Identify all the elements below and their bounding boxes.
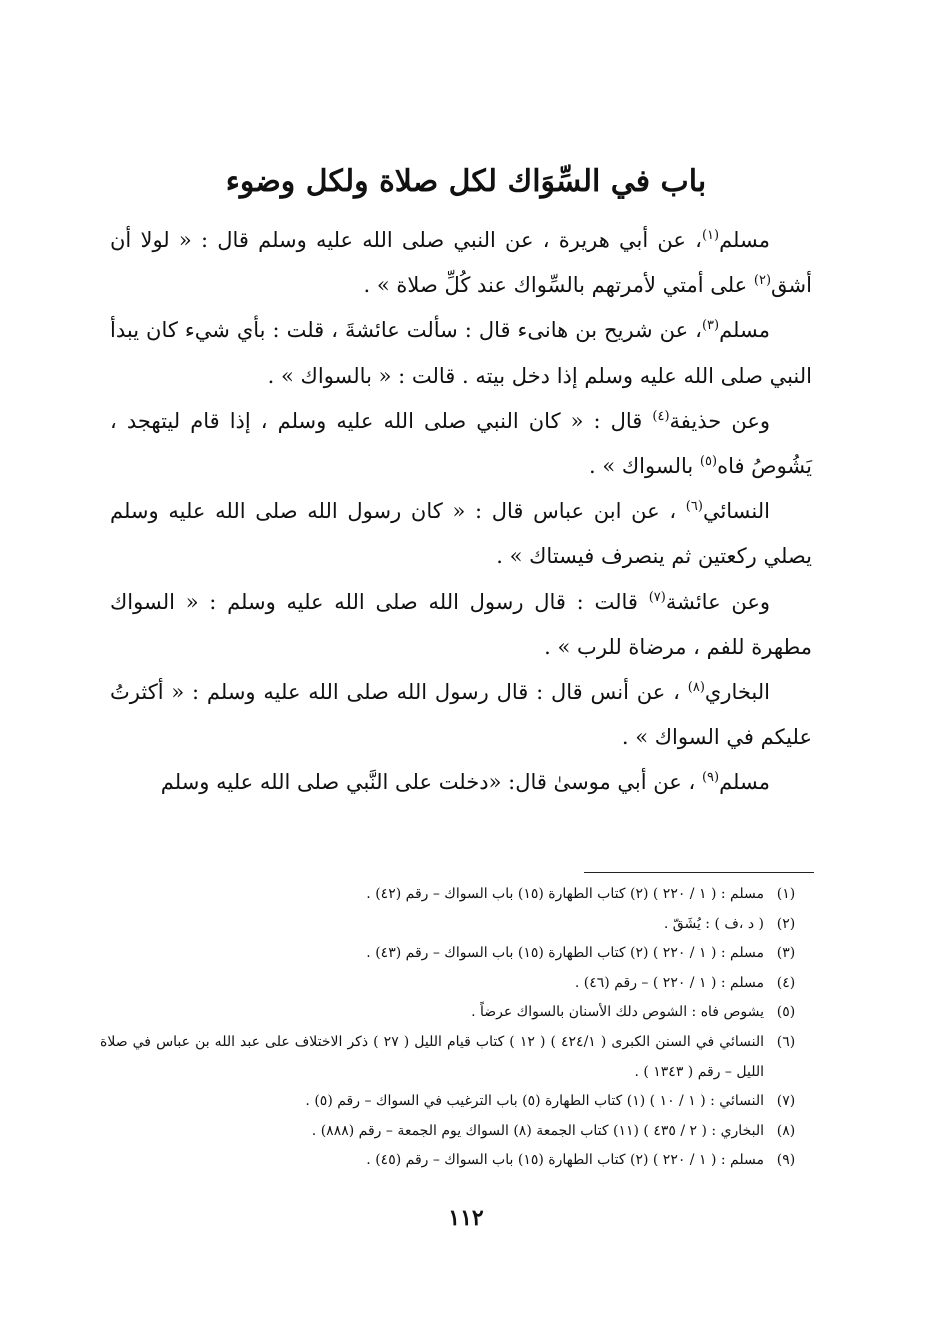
paragraph-text: مسلم [719,770,770,795]
footnote-number: (٤) [776,974,796,991]
hadith-paragraph [110,489,812,579]
hadith-paragraph [110,760,812,805]
footnote-number: (٦) [776,1033,796,1050]
footnote-marker: (٨) [687,680,705,696]
footnote-text: ( د ،ف ) : يُشَقّ . [663,915,764,932]
paragraph-text: ، عن أبي موسىٰ قال: «دخلت على النَّبي صلى الله عليه وسلم [160,770,702,795]
footnote-marker: (١) [701,228,720,243]
footnote-text: النسائي : ( ١ / ١٠ ) (١) كتاب الطهارة (٥) باب الترغيب في السواك – رقم (٥) . [305,1093,764,1110]
hadith-paragraph [110,399,812,489]
footnote-item [100,880,808,910]
paragraph-text: قالت : قال رسول الله صلى الله عليه وسلم : « السواك مطهرة للفم ، مرضاة للرب » . [110,589,812,659]
footnote-number: (٥) [776,1004,796,1021]
footnote-marker: (٥) [699,454,718,470]
footnote-item [100,910,808,940]
paragraph-text: البخاري [704,680,770,705]
footnote-text: يشوص فاه : الشوص دلك الأسنان بالسواك عرضاً . [471,1004,764,1021]
footnote-marker: (٩) [701,770,720,786]
paragraph-text: قال : « كان النبي صلى الله عليه وسلم ، إذا قام ليتهجد ، يَشُوصُ فاه [110,408,812,479]
footnotes-list [100,880,808,1176]
footnote-item [100,998,808,1028]
page-number: ١١٢ [448,1205,484,1231]
paragraph-text: مسلم [719,228,770,252]
paragraph-text: وعن حذيفة [669,408,770,433]
hadith-paragraph [110,580,812,670]
hadith-paragraph [110,308,812,398]
footnote-item [100,1117,808,1147]
footnote-number: (٨) [776,1122,796,1139]
paragraph-text: ، عن شريح بن هانىء قال : سألت عائشةَ ، قلت : بأي شيء كان يبدأ النبي صلى الله عليه وسلم إذا دخل بيته . قالت : « بالسواك » . [110,318,812,388]
footnote-text: مسلم : ( ١ / ٢٢٠ ) (٢) كتاب الطهارة (١٥) باب السواك – رقم (٤٣) . [366,945,764,962]
footnote-marker: (٦) [685,499,703,515]
paragraph-text: بالسواك » . [589,454,700,479]
paragraph-text: مسلم [719,318,770,343]
footnote-marker: (٤) [652,408,670,424]
footnote-marker: (٣) [701,318,720,334]
paragraph-text: ، عن أبي هريرة ، عن النبي صلى الله عليه وسلم قال : « لولا أن أشق [110,228,812,298]
paragraph-text: وعن عائشة [665,589,770,614]
footnote-separator [584,872,814,873]
footnote-number: (٣) [776,945,796,962]
footnote-item [100,969,808,999]
footnote-number: (٢) [776,915,796,932]
paragraph-text: ، عن أنس قال : قال رسول الله صلى الله عليه وسلم : « أكثرتُ عليكم في السواك » . [110,680,812,750]
hadith-paragraph [110,670,812,760]
paragraph-text: على أمتي لأمرتهم بالسِّواك عند كُلِّ صلاة » . [363,273,754,298]
footnote-marker: (٧) [648,589,666,605]
chapter-title: باب في السِّوَاك لكل صلاة ولكل وضوء [225,164,707,199]
footnote-marker: (٢) [753,273,772,289]
footnote-number: (٧) [776,1093,796,1110]
footnote-item [100,1028,808,1087]
footnote-text: مسلم : ( ١ / ٢٢٠ ) (٢) كتاب الطهارة (١٥) باب السواك – رقم (٤٢) . [366,886,764,902]
hadith-paragraph [110,218,812,308]
paragraph-text: ، عن ابن عباس قال : « كان رسول الله صلى الله عليه وسلم يصلي ركعتين ثم ينصرف فيستاك » . [110,499,812,569]
main-text [110,218,812,806]
footnote-text: النسائي في السنن الكبرى ( ٤٢٤/١ ) ( ١٢ ) كتاب قيام الليل ( ٢٧ ) ذكر الاختلاف على عبد الله بن عباس في صلاة الليل – رقم ( ١٣٤٣ ) . [100,1033,764,1080]
footnote-item [100,939,808,969]
footnote-text: مسلم : ( ١ / ٢٢٠ ) – رقم (٤٦) . [574,974,764,991]
footnote-number: (٩) [776,1152,796,1169]
footnote-item [100,1146,808,1176]
paragraph-text: النسائي [702,499,770,524]
footnote-text: مسلم : ( ١ / ٢٢٠ ) (٢) كتاب الطهارة (١٥) باب السواك – رقم (٤٥) . [366,1152,764,1169]
footnote-text: البخاري : ( ٢ / ٤٣٥ ) (١١) كتاب الجمعة (٨) السواك يوم الجمعة – رقم (٨٨٨) . [311,1122,764,1139]
footnote-item [100,1087,808,1117]
footnote-number: (١) [776,886,796,902]
